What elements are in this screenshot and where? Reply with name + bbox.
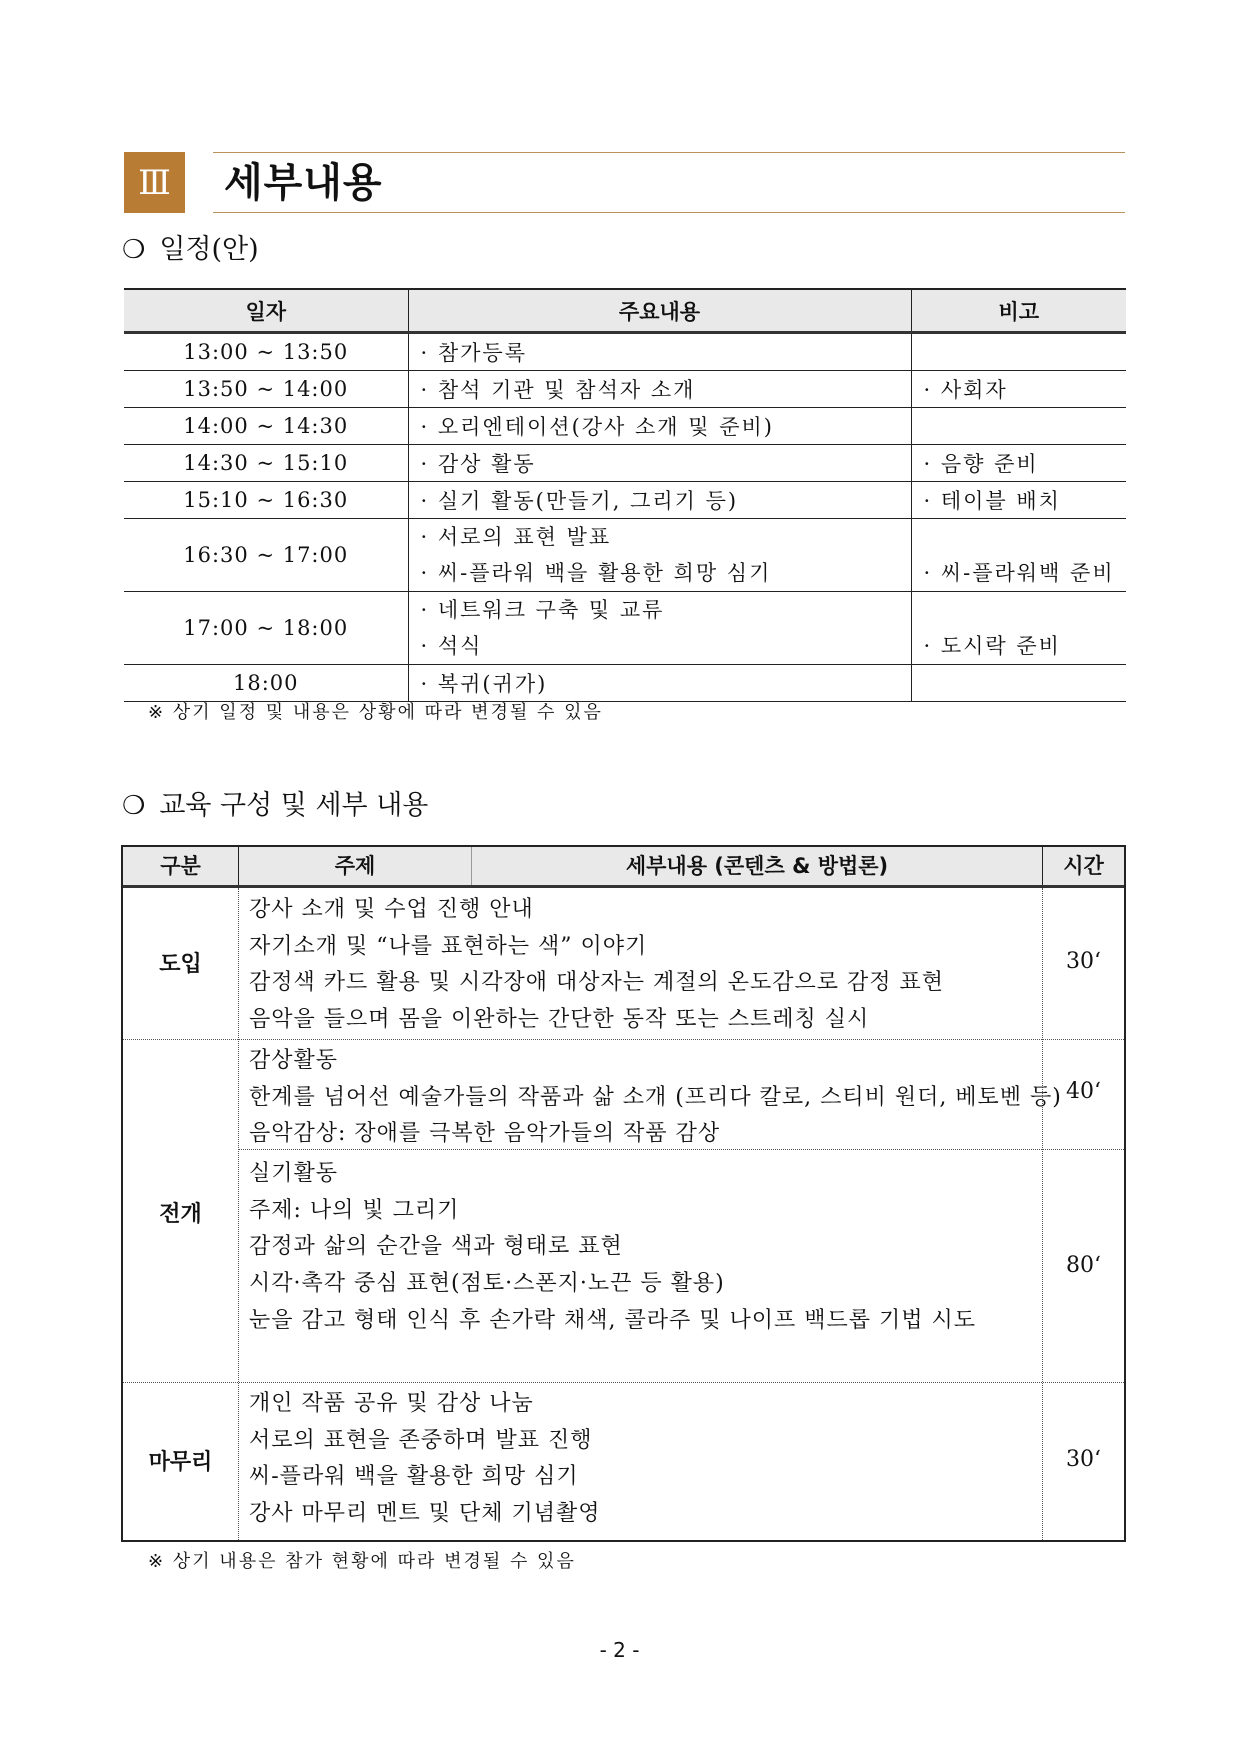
schedule-content: · 복귀(귀가) bbox=[408, 665, 911, 702]
schedule-note: · 사회자 bbox=[911, 371, 1126, 408]
curriculum-col-category: 구분 bbox=[160, 854, 201, 878]
header-divider bbox=[238, 847, 239, 885]
development-time-1: 40‘ bbox=[1066, 1079, 1101, 1104]
development-time-2: 80‘ bbox=[1066, 1253, 1101, 1278]
curriculum-table bbox=[121, 845, 1126, 1542]
detail-line: 감정색 카드 활용 및 시각장애 대상자는 계절의 온도감으로 감정 표현 bbox=[249, 970, 944, 996]
row-divider bbox=[123, 1039, 1124, 1040]
category-development: 전개 bbox=[159, 1202, 202, 1227]
category-closing: 마무리 bbox=[148, 1450, 213, 1475]
schedule-time: 13:00 ~ 13:50 bbox=[124, 333, 408, 371]
schedule-header-row bbox=[124, 289, 1126, 333]
detail-line: 개인 작품 공유 및 감상 나눔 bbox=[249, 1391, 534, 1416]
schedule-heading-text: 일정(안) bbox=[159, 234, 259, 265]
header-divider bbox=[471, 847, 472, 885]
header-divider bbox=[1042, 847, 1043, 885]
circle-bullet-icon: ❍ bbox=[122, 235, 146, 265]
schedule-note bbox=[911, 592, 1126, 665]
curriculum-col-time: 시간 bbox=[1063, 854, 1104, 878]
detail-line: 음악을 들으며 몸을 이완하는 간단한 동작 또는 스트레칭 실시 bbox=[249, 1007, 870, 1033]
intro-detail bbox=[249, 892, 944, 1039]
detail-line: 강사 소개 및 수업 진행 안내 bbox=[249, 897, 534, 922]
detail-line: 눈을 감고 형태 인식 후 손가락 채색, 콜라주 및 나이프 백드롭 기법 시도 bbox=[249, 1307, 976, 1333]
schedule-note bbox=[911, 519, 1126, 592]
table-row bbox=[124, 519, 1126, 592]
detail-line: 실기활동 bbox=[249, 1161, 339, 1186]
body-divider bbox=[1042, 888, 1043, 1540]
schedule-table bbox=[124, 288, 1126, 702]
schedule-content: · 오리엔테이션(강사 소개 및 준비) bbox=[408, 408, 911, 445]
schedule-time: 16:30 ~ 17:00 bbox=[124, 519, 408, 592]
detail-line: 시각·촉각 중심 표현(점토·스폰지·노끈 등 활용) bbox=[249, 1271, 725, 1297]
table-row bbox=[124, 482, 1126, 519]
schedule-col-date: 일자 bbox=[124, 289, 408, 333]
schedule-note: · 테이블 배치 bbox=[911, 482, 1126, 519]
schedule-content bbox=[408, 592, 911, 665]
schedule-note-text: · 씨-플라워백 준비 bbox=[923, 561, 1115, 585]
detail-line: 감정과 삶의 순간을 색과 형태로 표현 bbox=[249, 1234, 623, 1260]
row-divider bbox=[123, 1382, 1124, 1383]
section-title: 세부내용 bbox=[224, 160, 383, 206]
table-row bbox=[124, 333, 1126, 371]
schedule-note: · 음향 준비 bbox=[911, 445, 1126, 482]
curriculum-col-detail: 세부내용 (콘텐츠 & 방법론) bbox=[625, 854, 889, 878]
table-row bbox=[124, 408, 1126, 445]
schedule-content: · 실기 활동(만들기, 그리기 등) bbox=[408, 482, 911, 519]
schedule-note bbox=[911, 333, 1126, 371]
schedule-content bbox=[408, 519, 911, 592]
curriculum-heading-text: 교육 구성 및 세부 내용 bbox=[159, 790, 429, 821]
schedule-time: 14:30 ~ 15:10 bbox=[124, 445, 408, 482]
table-row bbox=[124, 371, 1126, 408]
development-detail-1 bbox=[249, 1043, 1062, 1153]
schedule-content: · 참석 기관 및 참석자 소개 bbox=[408, 371, 911, 408]
schedule-time: 18:00 bbox=[124, 665, 408, 702]
detail-line: 음악감상: 장애를 극복한 음악가들의 작품 감상 bbox=[249, 1121, 721, 1147]
detail-line: 한계를 넘어선 예술가들의 작품과 삶 소개 (프리다 칼로, 스티비 원더, 베토벤 등) bbox=[249, 1084, 1062, 1110]
detail-line: 강사 마무리 멘트 및 단체 기념촬영 bbox=[249, 1501, 601, 1527]
body-divider bbox=[238, 888, 239, 1540]
schedule-time: 15:10 ~ 16:30 bbox=[124, 482, 408, 519]
schedule-note-text: · 도시락 준비 bbox=[923, 634, 1061, 658]
detail-line: 감상활동 bbox=[249, 1048, 339, 1073]
schedule-footnote: ※ 상기 일정 및 내용은 상황에 따라 변경될 수 있음 bbox=[148, 702, 603, 723]
schedule-content-line: · 네트워크 구축 및 교류 bbox=[420, 598, 665, 622]
schedule-content: · 감상 활동 bbox=[408, 445, 911, 482]
section-bottom-rule bbox=[213, 212, 1125, 213]
table-row bbox=[124, 665, 1126, 702]
circle-bullet-icon: ❍ bbox=[122, 791, 146, 821]
schedule-col-content: 주요내용 bbox=[408, 289, 911, 333]
detail-line: 주제: 나의 빛 그리기 bbox=[249, 1197, 460, 1223]
section-top-rule bbox=[213, 152, 1125, 153]
category-intro: 도입 bbox=[159, 952, 202, 977]
schedule-content: · 참가등록 bbox=[408, 333, 911, 371]
schedule-note bbox=[911, 665, 1126, 702]
detail-line: 자기소개 및 “나를 표현하는 색” 이야기 bbox=[249, 933, 648, 959]
schedule-time: 13:50 ~ 14:00 bbox=[124, 371, 408, 408]
schedule-time: 14:00 ~ 14:30 bbox=[124, 408, 408, 445]
closing-detail bbox=[249, 1386, 601, 1533]
detail-line: 씨-플라워 백을 활용한 희망 심기 bbox=[249, 1464, 579, 1490]
schedule-content-line: · 석식 bbox=[420, 634, 483, 658]
intro-time: 30‘ bbox=[1066, 949, 1101, 974]
table-row bbox=[124, 445, 1126, 482]
schedule-time: 17:00 ~ 18:00 bbox=[124, 592, 408, 665]
schedule-content-line: · 씨-플라워 백을 활용한 희망 심기 bbox=[420, 561, 772, 585]
closing-time: 30‘ bbox=[1066, 1447, 1101, 1472]
detail-line: 서로의 표현을 존중하며 발표 진행 bbox=[249, 1427, 593, 1453]
schedule-col-note: 비고 bbox=[911, 289, 1126, 333]
curriculum-col-topic: 주제 bbox=[334, 854, 376, 878]
table-row bbox=[124, 592, 1126, 665]
curriculum-footnote: ※ 상기 내용은 참가 현황에 따라 변경될 수 있음 bbox=[148, 1551, 576, 1572]
development-detail-2 bbox=[249, 1156, 976, 1339]
page-number: - 2 - bbox=[599, 1638, 640, 1662]
schedule-heading bbox=[122, 230, 259, 270]
curriculum-heading bbox=[122, 786, 428, 826]
curriculum-header-row bbox=[123, 847, 1124, 888]
schedule-note bbox=[911, 408, 1126, 445]
section-number-badge: Ⅲ bbox=[124, 152, 185, 213]
schedule-content-line: · 서로의 표현 발표 bbox=[420, 525, 612, 549]
